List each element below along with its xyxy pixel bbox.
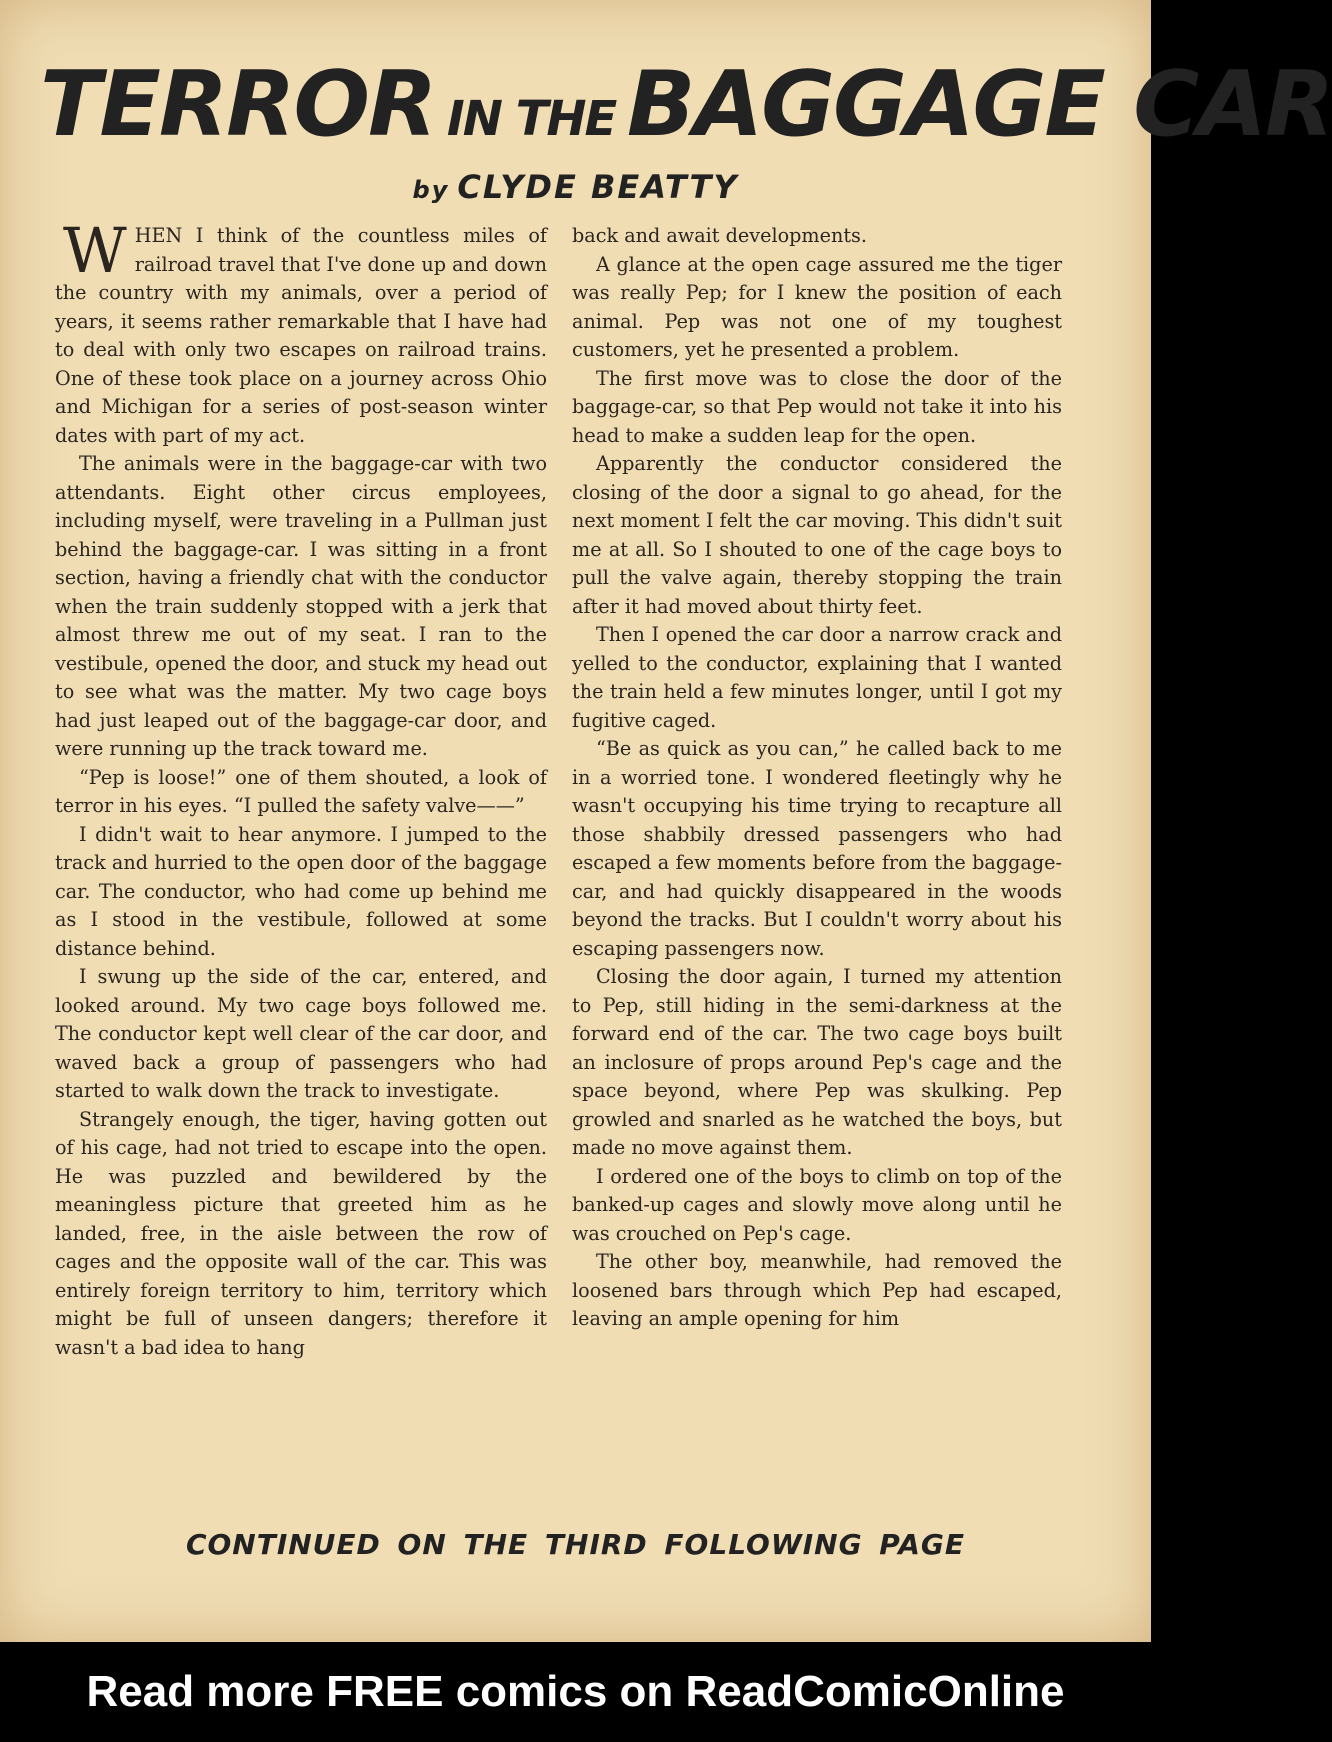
byline [0,168,1151,206]
byline-author: CLYDE BEATTY [457,168,739,206]
paragraph: I ordered one of the boys to climb on top of the banked-up cages and slowly move along until he was crouched on Pep's cage. [572,1164,1062,1245]
paragraph: I swung up the side of the car, entered, and looked around. My two cage boys followed me. The conductor kept well clear of the car door, and waved back a group of passengers who had started to walk down the track to investigate. [55,965,547,1102]
title-words-in-the: IN THE [446,91,616,147]
drop-cap: W [63,214,127,287]
title-word-terror: TERROR [40,52,436,157]
paragraph-text: HEN I think of the countless miles of railroad travel that I've done up and down the country with my animals, over a period of years, it seems rather remarkable that I have had to deal with only two escapes on railroad trains. One of these took place on a journey across Ohio and Michigan for a series of post-season winter dates with part of my act. [55,224,547,447]
right-column [572,222,1062,1522]
title-words-baggage-car: BAGGAGE CAR [626,52,1332,157]
continued-note: CONTINUED ON THE THIRD FOLLOWING PAGE [185,1528,966,1561]
paragraph: Apparently the conductor considered the closing of the door a signal to go ahead, for the next moment I felt the car moving. This didn't suit me at all. So I shouted to one of the cage boys to pull the valve again, thereby stopping the train after it had moved about thirty feet. [572,452,1062,618]
paragraph: “Be as quick as you can,” he called back to me in a worried tone. I wondered fleetingly why he wasn't occupying his time trying to recapture all those shabbily dressed passengers who had escaped a few moments before from the baggage-car, and had quickly disappeared in the woods beyond the tracks. But I couldn't worry about his escaping passengers now. [572,737,1062,960]
paragraph: Strangely enough, the tiger, having gotten out of his cage, had not tried to escape into the open. He was puzzled and bewildered by the meaningless picture that greeted him as he landed, free, in the aisle between the row of cages and the opposite wall of the car. This was entirely foreign territory to him, territory which might be full of unseen dangers; therefore it wasn't a bad idea to hang [55,1107,547,1359]
paragraph: Then I opened the car door a narrow crack and yelled to the conductor, explaining that I wanted the train held a few minutes longer, until I got my fugitive caged. [572,623,1062,732]
paragraph: back and await developments. [572,224,867,247]
paragraph: A glance at the open cage assured me the tiger was really Pep; for I knew the position of each animal. Pep was not one of my toughest customers, yet he presented a problem. [572,252,1062,361]
paragraph: The animals were in the baggage-car with two attendants. Eight other circus employees, including myself, were traveling in a Pullman just behind the baggage-car. I was sitting in a front section, having a friendly chat with the conductor when the train suddenly stopped with a jerk that almost threw me out of my seat. I ran to the vestibule, opened the door, and stuck my head out to see what was the matter. My two cage boys had just leaped out of the baggage-car door, and were running up the track toward me. [55,452,547,760]
story-title [40,52,1332,157]
paragraph: I didn't wait to hear anymore. I jumped to the track and hurried to the open door of the baggage car. The conductor, who had come up behind me as I stood in the vestibule, followed at some distance behind. [55,822,547,960]
promo-banner-link[interactable]: Read more FREE comics on ReadComicOnline [0,1642,1151,1742]
paragraph: Closing the door again, I turned my attention to Pep, still hiding in the semi-darkness at the forward end of the car. The two cage boys built an inclosure of props around Pep's cage and the space beyond, where Pep was skulking. Pep growled and snarled as he watched the boys, but made no move against them. [572,965,1062,1159]
paragraph [55,214,547,450]
byline-prefix: by [412,176,450,204]
left-column [55,214,547,1522]
paragraph: The first move was to close the door of the baggage-car, so that Pep would not take it into his head to make a sudden leap for the open. [572,366,1062,447]
paragraph: The other boy, meanwhile, had removed the loosened bars through which Pep had escaped, leaving an ample opening for him [572,1250,1062,1330]
paragraph: “Pep is loose!” one of them shouted, a look of terror in his eyes. “I pulled the safety valve——” [55,765,547,817]
